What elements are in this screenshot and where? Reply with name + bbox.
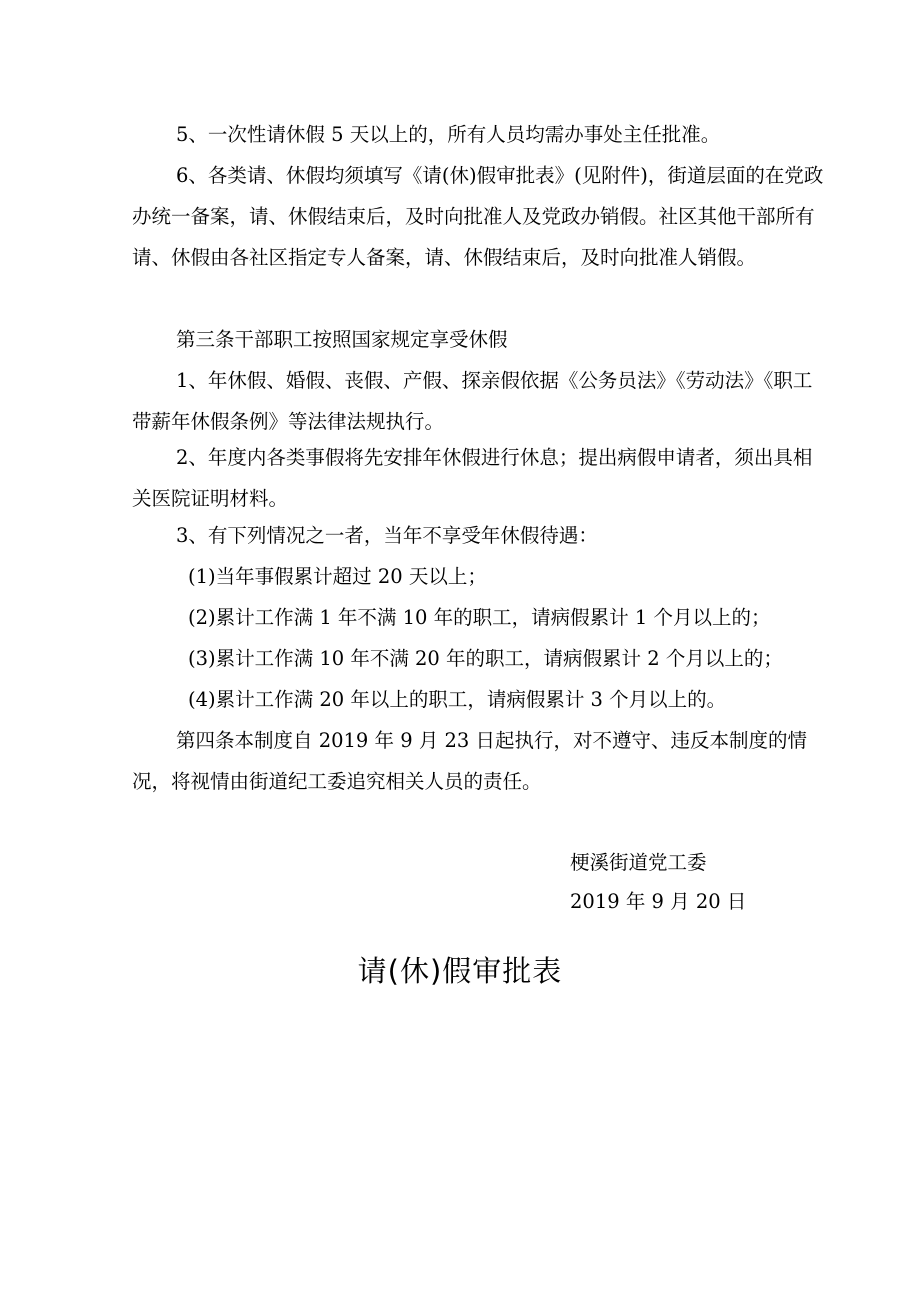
- article-4: 第四条本制度自 2019 年 9 月 23 日起执行，对不遵守、违反本制度的情况，将视情由街道纪工委追究相关人员的责任。: [132, 729, 808, 793]
- condition-item-4: (4)累计工作满 20 年以上的职工，请病假累计 3 个月以上的。: [188, 688, 727, 711]
- condition-item-2: (2)累计工作满 1 年不满 10 年的职工，请病假累计 1 个月以上的；: [188, 606, 771, 629]
- paragraph-item-5: 5、一次性请休假 5 天以上的，所有人员均需办事处主任批准。: [176, 123, 721, 146]
- article-3-item-3: 3、有下列情况之一者，当年不享受年休假待遇：: [176, 524, 598, 547]
- signature-org: 梗溪街道党工委: [570, 851, 707, 874]
- paragraph-item-6: 6、各类请、休假均须填写《请(休)假审批表》(见附件)，街道层面的在党政办统一备案，请、休假结束后，及时向批准人及党政办销假。社区其他干部所有请、休假由各社区指定专人备案，请、休假结束后，及时向批准人销假。: [132, 164, 824, 269]
- condition-item-1: (1)当年事假累计超过 20 天以上；: [188, 565, 487, 588]
- article-3-item-2: 2、年度内各类事假将先安排年休假进行休息；提出病假申请者，须出具相关医院证明材料。: [132, 446, 813, 510]
- article-3-heading: 第三条干部职工按照国家规定享受休假: [176, 328, 508, 351]
- signature-date: 2019 年 9 月 20 日: [570, 890, 747, 913]
- condition-item-3: (3)累计工作满 10 年不满 20 年的职工，请病假累计 2 个月以上的；: [188, 647, 783, 670]
- form-title: 请(休)假审批表: [357, 954, 563, 988]
- article-3-item-1: 1、年休假、婚假、丧假、产假、探亲假依据《公务员法》《劳动法》《职工带薪年休假条例》等法律法规执行。: [132, 369, 813, 433]
